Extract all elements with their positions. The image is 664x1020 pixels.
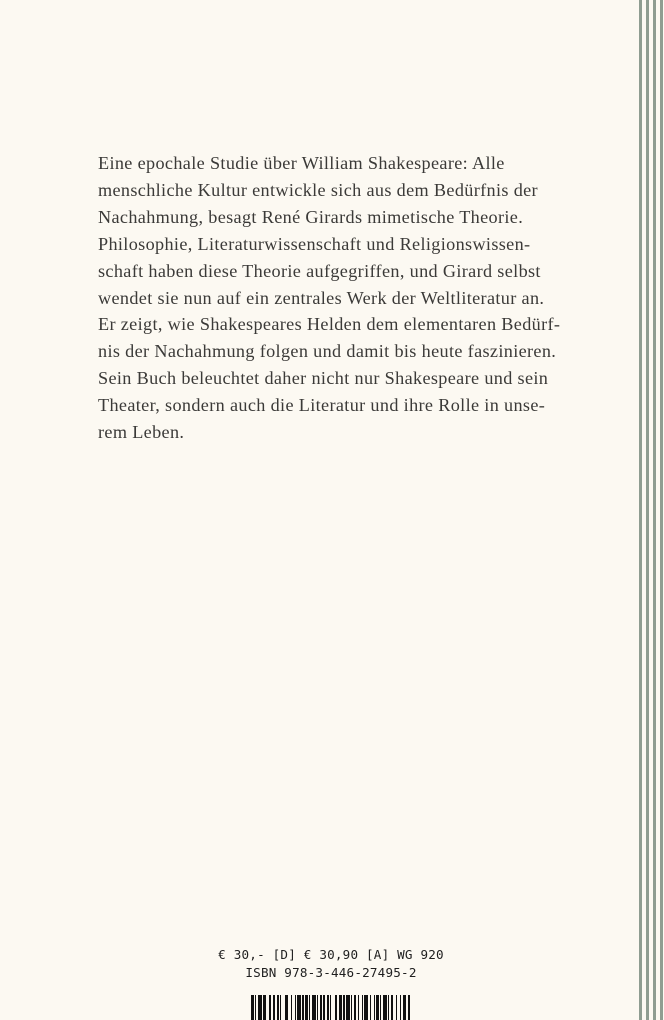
decorative-stripe xyxy=(660,0,663,1020)
blurb-line: Sein Buch beleuchtet daher nicht nur Shakespeare und sein xyxy=(98,368,549,389)
isbn-line: ISBN 978-3-446-27495-2 xyxy=(245,965,417,980)
blurb-line: Nachahmung, besagt René Girards mimetische Theorie. xyxy=(98,206,524,227)
blurb-line: rem Leben. xyxy=(98,422,185,443)
blurb-line: Er zeigt, wie Shakespeares Helden dem elementaren Bedürf- xyxy=(98,314,561,335)
barcode xyxy=(251,995,413,1020)
blurb-line: wendet sie nun auf ein zentrales Werk der Weltliteratur an. xyxy=(98,287,545,308)
blurb-line: nis der Nachahmung folgen und damit bis heute faszinieren. xyxy=(98,341,557,362)
decorative-stripe xyxy=(653,0,656,1020)
price-line: € 30,- [D] € 30,90 [A] WG 920 xyxy=(218,947,444,962)
blurb-text xyxy=(98,150,628,446)
blurb-line: menschliche Kultur entwickle sich aus dem Bedürfnis der xyxy=(98,179,538,200)
blurb-line: schaft haben diese Theorie aufgegriffen, und Girard selbst xyxy=(98,260,541,281)
blurb-line: Theater, sondern auch die Literatur und ihre Rolle in unse- xyxy=(98,395,546,416)
decorative-stripe xyxy=(646,0,649,1020)
blurb-line: Philosophie, Literaturwissenschaft und Religionswissen- xyxy=(98,233,531,254)
decorative-stripe xyxy=(639,0,642,1020)
blurb-line: Eine epochale Studie über William Shakespeare: Alle xyxy=(98,153,505,173)
